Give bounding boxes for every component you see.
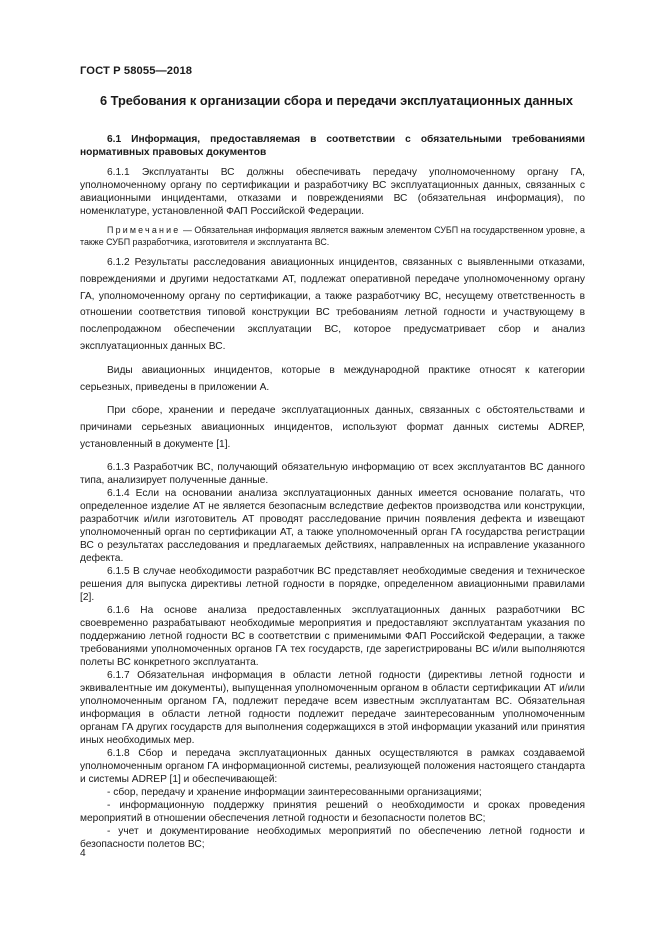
paragraph-6-1-8: 6.1.8 Сбор и передача эксплуатационных данных осуществляются в рамках создаваемой уполномоченным органом ГА информационной системы, реализующей положения настоящего стандарта и системы ADREP [1] и обеспечивающей: (80, 747, 585, 785)
paragraph-6-1-2-adrep: При сборе, хранении и передаче эксплуатационных данных, связанных с обстоятельствами и причинами серьезных авиационных инцидентов, используют формат данных системы ADREP, установленный в документе [1]. (80, 405, 585, 450)
list-item: - информационную поддержку принятия решений о необходимости и сроках проведения мероприятий в отношении обеспечения летной годности и безопасности полетов ВС; (80, 799, 585, 824)
document-body (80, 93, 585, 851)
paragraph-6-1-1: 6.1.1 Эксплуатанты ВС должны обеспечивать передачу уполномоченному органу ГА, уполномоченному органу по сертификации и разработчику ВС эксплуатационных данных, связанных с авиационными инцидентами, отказами и повреждениями ВС (обязательная информация), по номенклатуре, установленной ФАП Российской Федерации. (80, 167, 585, 217)
page-number: 4 (80, 848, 86, 859)
paragraph-6-1-4: 6.1.4 Если на основании анализа эксплуатационных данных имеется основание полагать, что определенное изделие АТ не является безопасным вследствие дефектов производства или конструкции, разработчик и/или изготовитель АТ проводят расследование причин появления дефекта и извещают уполномоченный орган по сертификации АТ, а также уполномоченный орган ГА государства регистрации ВС о результатах расследования и предлагаемых действиях, направленных на исправление указанного дефекта. (80, 487, 585, 564)
section-title: 6 Требования к организации сбора и передачи эксплуатационных данных (99, 93, 574, 108)
paragraph-6-1-6: 6.1.6 На основе анализа предоставленных эксплуатационных данных разработчики ВС своевременно разрабатывают необходимые мероприятия и предоставляют эксплуатантам указания по поддержанию летной годности ВС в соответствии с применимыми ФАП Российской Федерации, а также требованиями уполномоченных органов ГА тех государств, где зарегистрированы ВС и/или выполняются полеты ВС конкретного эксплуатанта. (80, 604, 585, 668)
note-label: Примечание (107, 225, 181, 235)
note-text: — Обязательная информация является важным элементом СУБП на государственном уровне, а также СУБП разработчика, изготовителя и эксплуатанта ВС. (80, 225, 585, 247)
standard-id: ГОСТ Р 58055—2018 (80, 65, 193, 77)
subsection-title: 6.1 Информация, предоставляемая в соответствии с обязательными требованиями нормативных правовых документов (80, 134, 585, 158)
paragraph-6-1-2: 6.1.2 Результаты расследования авиационных инцидентов, связанных с выявленными отказами, повреждениями и другими недостатками АТ, подлежат оперативной передаче уполномоченному органу ГА, уполномоченному органу по сертификации, а также разработчику ВС, несущему ответственность в отношении соответствия типовой конструкции ВС требованиям летной годности и участвующему в послепродажном обеспечении эксплуатации ВС, которое предусматривает сбор и анализ эксплуатационных данных ВС. (80, 257, 585, 352)
list-item: - сбор, передачу и хранение информации заинтересованными организациями; (107, 786, 482, 798)
note (80, 225, 585, 248)
list-item: - учет и документирование необходимых мероприятий по обеспечению летной годности и безопасности полетов ВС; (80, 825, 585, 850)
paragraph-6-1-2-incidents: Виды авиационных инцидентов, которые в международной практике относят к категории серьезных, приведены в приложении А. (80, 364, 585, 393)
paragraph-6-1-7: 6.1.7 Обязательная информация в области летной годности (директивы летной годности и эквивалентные им документы), выпущенная уполномоченным органом в области сертификации АТ и/или уполномоченным органом ГА, подлежит передаче всем известным эксплуатантам ВС. Обязательная информация в области летной годности подлежит передаче заинтересованным уполномоченным органам ГА других государств для выполнения содержащихся в этой информации указаний или принятия иных необходимых мер. (80, 669, 585, 746)
paragraph-6-1-5: 6.1.5 В случае необходимости разработчик ВС представляет необходимые сведения и техническое решения для выпуска директивы летной годности в порядке, определенном авиационными правилами [2]. (80, 565, 585, 603)
paragraph-6-1-3: 6.1.3 Разработчик ВС, получающий обязательную информацию от всех эксплуатантов ВС данного типа, анализирует полученные данные. (80, 461, 585, 486)
